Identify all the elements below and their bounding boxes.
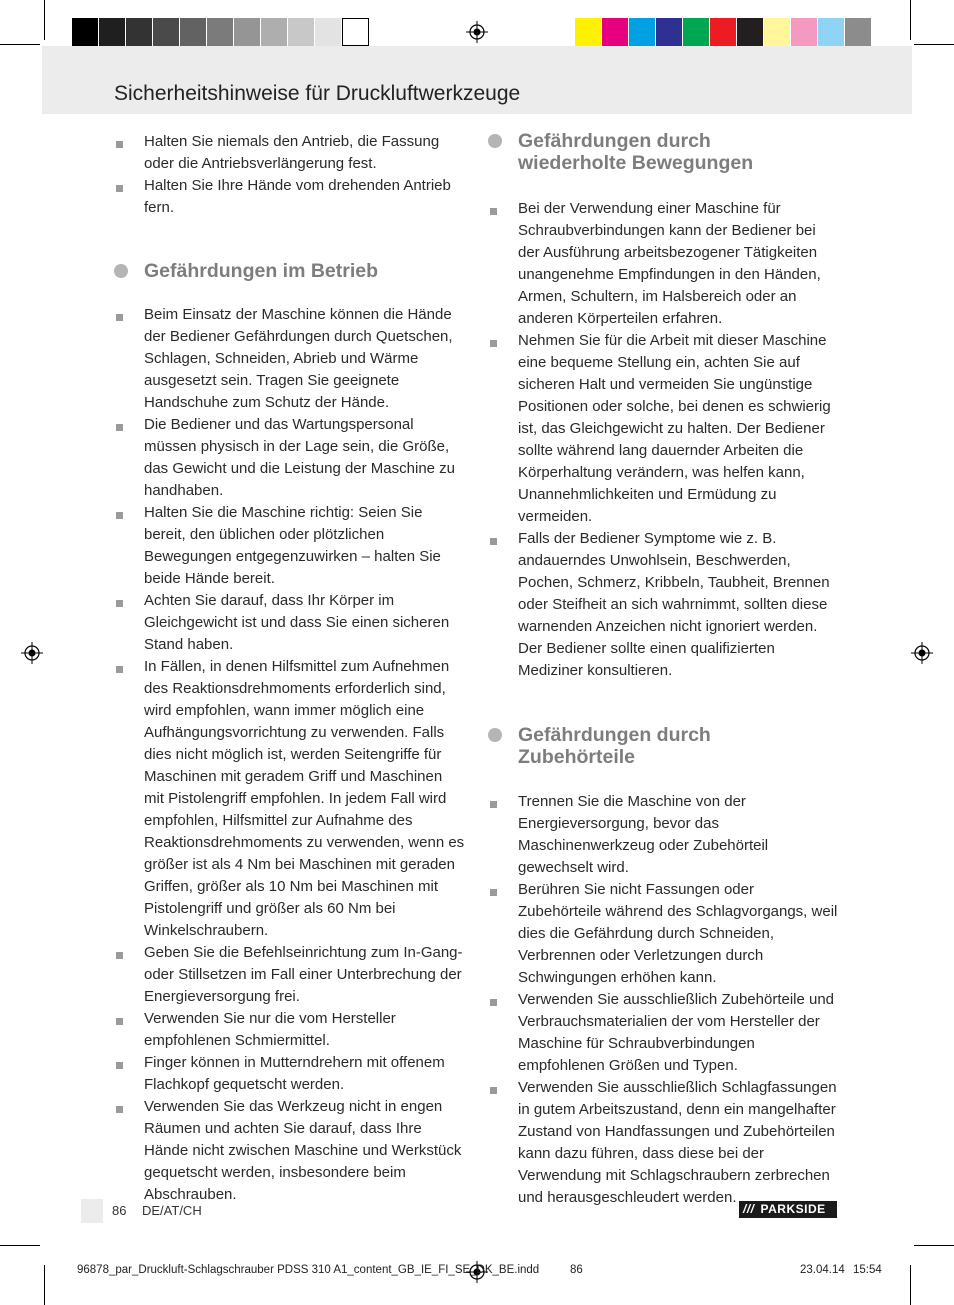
list-item bbox=[114, 656, 466, 942]
list-item bbox=[488, 330, 840, 528]
color-swatch bbox=[602, 18, 629, 46]
list-item bbox=[114, 414, 466, 502]
color-swatch bbox=[764, 18, 791, 46]
crop-mark bbox=[44, 1265, 45, 1305]
left-column bbox=[114, 131, 466, 1206]
bullet-square-icon bbox=[116, 314, 123, 321]
color-swatch bbox=[845, 18, 872, 46]
bullet-square-icon bbox=[490, 538, 497, 545]
crop-mark bbox=[910, 0, 911, 40]
slug-time: 15:54 bbox=[853, 1264, 882, 1276]
logo-slashes: /// bbox=[743, 1202, 755, 1216]
registration-mark-icon bbox=[911, 642, 933, 664]
list-item-text: Achten Sie darauf, dass Ihr Körper im Gleichgewicht ist und dass Sie einen sicheren Stand haben. bbox=[144, 592, 450, 653]
slug-date: 23.04.14 bbox=[800, 1264, 845, 1276]
bullet-square-icon bbox=[490, 801, 497, 808]
color-swatch bbox=[656, 18, 683, 46]
list-item-text: Trennen Sie die Maschine von der Energieversorgung, bevor das Maschinenwerkzeug oder Zubehörteil gewechselt wird. bbox=[518, 793, 769, 876]
bullet-square-icon bbox=[116, 666, 123, 673]
list-item-text: Die Bediener und das Wartungspersonal müssen physisch in der Lage sein, die Größe, das Gewicht und die Leistung der Maschine zu handhaben. bbox=[144, 416, 456, 499]
page-number-box bbox=[81, 1199, 103, 1223]
registration-mark-icon bbox=[21, 642, 43, 664]
color-swatch bbox=[629, 18, 656, 46]
list-item-text: Halten Sie niemals den Antrieb, die Fassung oder die Antriebsverlängerung fest. bbox=[144, 133, 440, 172]
betrieb-list bbox=[114, 304, 466, 1206]
list-item bbox=[114, 590, 466, 656]
list-item bbox=[488, 989, 840, 1077]
slug-filename: 96878_par_Druckluft-Schlagschrauber PDSS 310 A1_content_GB_IE_FI_SE_DK_BE.indd bbox=[77, 1264, 540, 1276]
crop-mark bbox=[0, 1245, 40, 1246]
bullet-square-icon bbox=[116, 1062, 123, 1069]
color-swatch bbox=[737, 18, 764, 46]
list-item-text: Nehmen Sie für die Arbeit mit dieser Maschine eine bequeme Stellung ein, achten Sie auf sicheren Halt und vermeiden Sie ungünstige Positionen oder solche, bei denen es schwierig ist, das Gleichgewicht zu halten. Der Bediener sollte während lang dauernder Arbeiten die Körperhaltung verändern, was helfen kann, Unannehmlichkeiten und Ermüdung zu vermeiden. bbox=[518, 332, 831, 525]
logo-text: PARKSIDE bbox=[760, 1202, 826, 1216]
list-item-text: Geben Sie die Befehlseinrichtung zum In-Gang- oder Stillsetzen im Fall einer Unterbrechung der Energieversorgung frei. bbox=[144, 944, 463, 1005]
list-item bbox=[114, 1096, 466, 1206]
bullet-square-icon bbox=[490, 1087, 497, 1094]
color-swatch bbox=[288, 18, 315, 46]
zubehoer-list bbox=[488, 791, 840, 1209]
list-item-text: Falls der Bediener Symptome wie z. B. andauerndes Unwohlsein, Beschwerden, Pochen, Schmerz, Kribbeln, Taubheit, Brennen oder Steifheit an sich wahrnimmt, sollten diese warnenden Anzeichen nicht ignoriert werden. Der Bediener sollte einen qualifizierten Mediziner konsultieren. bbox=[518, 530, 830, 679]
color-swatch bbox=[791, 18, 818, 46]
list-item-text: Halten Sie Ihre Hände vom drehenden Antrieb fern. bbox=[144, 177, 451, 216]
bullet-square-icon bbox=[116, 185, 123, 192]
section-heading-zubehoer: Gefährdungen durch Zubehörteile bbox=[488, 724, 840, 768]
page-title: Sicherheitshinweise für Druckluftwerkzeuge bbox=[114, 82, 521, 105]
intro-list bbox=[114, 131, 466, 219]
list-item bbox=[488, 528, 840, 682]
gray-scale-bar bbox=[72, 18, 369, 46]
bullet-square-icon bbox=[116, 424, 123, 431]
list-item-text: In Fällen, in denen Hilfsmittel zum Aufnehmen des Reaktionsdrehmoments erforderlich sind, wird empfohlen, wann immer möglich eine Aufhängungsvorrichtung zu verwenden. Falls dies nicht möglich ist, werden Seitengriffe für Maschinen mit geradem Griff und Maschinen mit Pistolengriff empfohlen. In jedem Fall wird empfohlen, Hilfsmittel zur Aufnahme des Reaktionsdrehmoments zu verwenden, wenn es größer ist als 4 Nm bei Maschinen mit geraden Griffen, größer als 10 Nm bei Maschinen mit Pistolengriff und größer als 60 Nm bei Winkelschraubern. bbox=[144, 658, 465, 939]
list-item bbox=[114, 1008, 466, 1052]
color-swatch bbox=[683, 18, 710, 46]
list-item bbox=[114, 131, 466, 175]
bullet-square-icon bbox=[116, 600, 123, 607]
bullet-square-icon bbox=[116, 1106, 123, 1113]
region-label: DE/AT/CH bbox=[142, 1203, 202, 1218]
list-item bbox=[488, 879, 840, 989]
crop-mark bbox=[0, 44, 40, 45]
bullet-square-icon bbox=[490, 340, 497, 347]
list-item bbox=[114, 1052, 466, 1096]
bullet-square-icon bbox=[490, 889, 497, 896]
list-item bbox=[114, 502, 466, 590]
color-swatch bbox=[818, 18, 845, 46]
bullet-dot-icon bbox=[488, 728, 502, 742]
list-item-text: Halten Sie die Maschine richtig: Seien Sie bereit, den üblichen oder plötzlichen Bewegungen entgegenzuwirken – halten Sie beide Hände bereit. bbox=[144, 504, 441, 587]
bullet-square-icon bbox=[116, 1018, 123, 1025]
list-item-text: Beim Einsatz der Maschine können die Hände der Bediener Gefährdungen durch Quetschen, Schlagen, Schneiden, Abrieb und Wärme ausgesetzt sein. Tragen Sie geeignete Handschuhe zum Schutz der Hände. bbox=[144, 306, 453, 411]
bullet-square-icon bbox=[490, 999, 497, 1006]
list-item bbox=[488, 1077, 840, 1209]
list-item bbox=[488, 198, 840, 330]
color-swatch bbox=[575, 18, 602, 46]
color-swatch bbox=[99, 18, 126, 46]
list-item-text: Verwenden Sie nur die vom Hersteller empfohlenen Schmiermittel. bbox=[144, 1010, 396, 1049]
color-swatch bbox=[710, 18, 737, 46]
registration-mark-icon bbox=[466, 21, 488, 43]
color-swatch bbox=[207, 18, 234, 46]
color-swatch bbox=[234, 18, 261, 46]
slug-page: 86 bbox=[570, 1264, 583, 1276]
page-number: 86 bbox=[112, 1203, 127, 1218]
crop-mark bbox=[914, 1245, 954, 1246]
parkside-logo bbox=[739, 1201, 837, 1218]
color-swatch bbox=[153, 18, 180, 46]
list-item-text: Bei der Verwendung einer Maschine für Schraubverbindungen kann der Bediener bei der Ausführung arbeitsbezogener Tätigkeiten unangenehme Empfindungen in den Händen, Armen, Schultern, im Halsbereich oder an anderen Körperteilen erfahren. bbox=[518, 200, 821, 327]
list-item bbox=[114, 175, 466, 219]
color-swatch bbox=[126, 18, 153, 46]
list-item bbox=[114, 304, 466, 414]
bullet-square-icon bbox=[116, 952, 123, 959]
list-item bbox=[488, 791, 840, 879]
color-swatch bbox=[315, 18, 342, 46]
bullet-square-icon bbox=[116, 141, 123, 148]
list-item-text: Verwenden Sie das Werkzeug nicht in engen Räumen und achten Sie darauf, dass Ihre Hände nicht zwischen Maschine und Werkstück gequetscht werden, insbesondere beim Abschrauben. bbox=[144, 1098, 462, 1203]
color-swatch bbox=[72, 18, 99, 46]
crop-mark bbox=[914, 44, 954, 45]
crop-mark bbox=[910, 1265, 911, 1305]
color-swatch bbox=[180, 18, 207, 46]
bullet-dot-icon bbox=[114, 264, 128, 278]
right-column bbox=[488, 130, 840, 1209]
color-swatch bbox=[261, 18, 288, 46]
section-heading-betrieb: Gefährdungen im Betrieb bbox=[114, 260, 466, 282]
list-item-text: Berühren Sie nicht Fassungen oder Zubehörteile während des Schlagvorgangs, weil dies die Gefährdung durch Schneiden, Verbrennen oder Verletzungen durch Schwingungen erhöhen kann. bbox=[518, 881, 838, 986]
list-item-text: Verwenden Sie ausschließlich Zubehörteile und Verbrauchsmaterialien der vom Hersteller der Maschine für Schraubverbindungen empfohlenen Größen und Typen. bbox=[518, 991, 835, 1074]
list-item bbox=[114, 942, 466, 1008]
bullet-dot-icon bbox=[488, 134, 502, 148]
color-scale-bar bbox=[575, 18, 872, 46]
bullet-square-icon bbox=[490, 208, 497, 215]
bewegungen-list bbox=[488, 198, 840, 682]
crop-mark bbox=[44, 0, 45, 40]
list-item-text: Verwenden Sie ausschließlich Schlagfassungen in gutem Arbeitszustand, denn ein mangelhafter Zustand von Handfassungen und Zubehörteilen kann dazu führen, dass diese bei der Verwendung mit Schlagschraubern zerbrechen und herausgeschleudert werden. bbox=[518, 1079, 837, 1206]
list-item-text: Finger können in Mutterndrehern mit offenem Flachkopf gequetscht werden. bbox=[144, 1054, 445, 1093]
bullet-square-icon bbox=[116, 512, 123, 519]
color-swatch bbox=[342, 18, 369, 46]
section-heading-bewegungen: Gefährdungen durch wiederholte Bewegungen bbox=[488, 130, 840, 174]
